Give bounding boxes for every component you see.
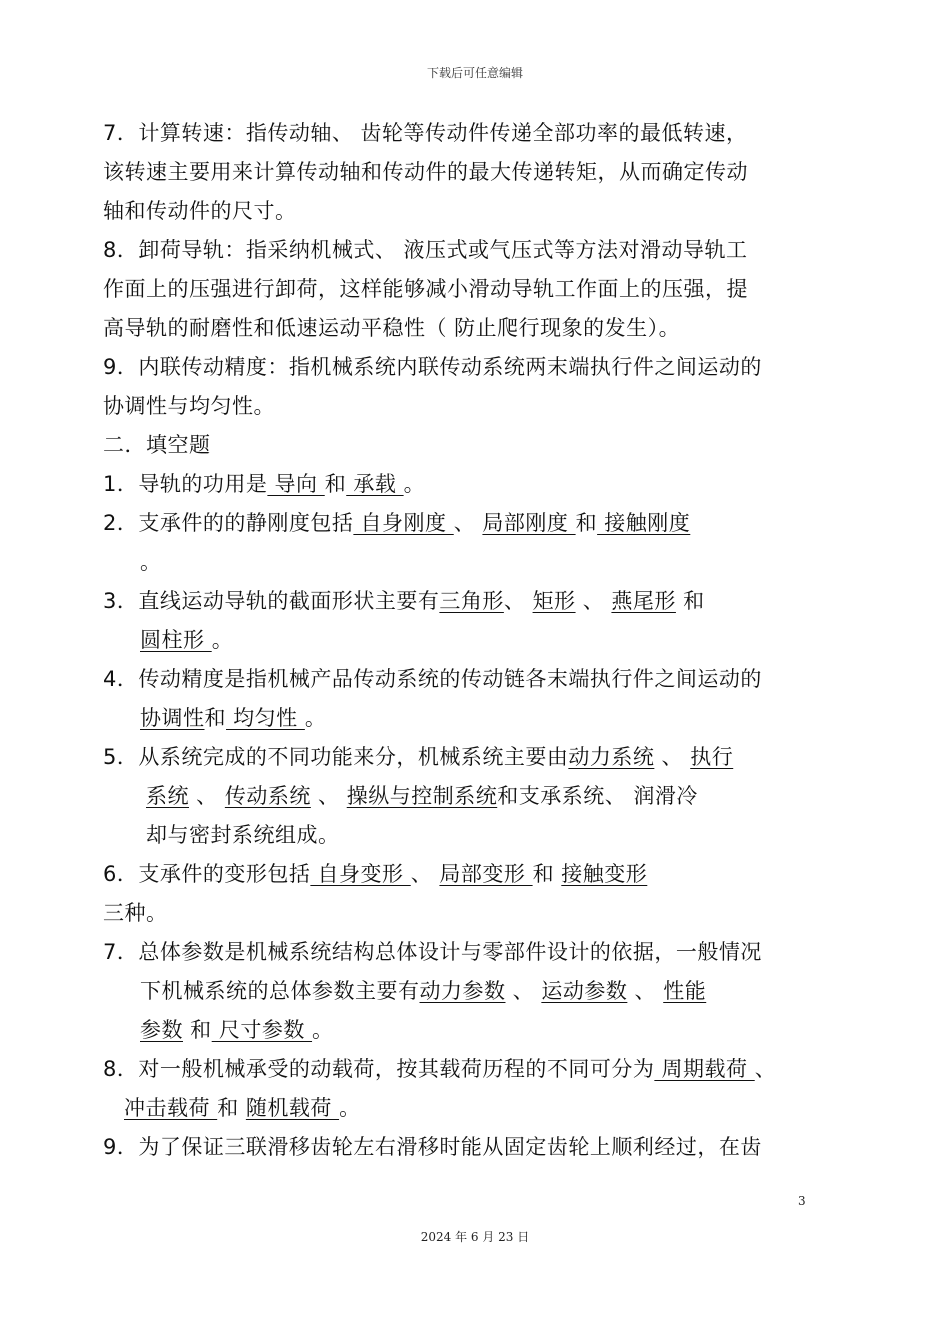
q5-text-2: 和支承系统、 润滑冷 [497, 784, 698, 808]
page-header: 下载后可任意编辑 [426, 66, 523, 80]
def7-line3: 轴和传动件的尺寸。 [103, 199, 297, 223]
q5-answer-3: 传动系统 [224, 784, 311, 808]
q7-conj: 和 [183, 1018, 212, 1042]
q4-end: 。 [304, 706, 327, 730]
q8-end: 。 [339, 1096, 361, 1120]
q7-answer-1: 动力参数 [419, 979, 506, 1003]
def8-line3: 高导轨的耐磨性和低速运动平稳性（ 防止爬行现象的发生）。 [103, 316, 681, 340]
q2-answer-2: 局部刚度 [482, 511, 576, 535]
q3-end: 。 [211, 628, 234, 652]
q8-answer-2: 冲击载荷 [124, 1096, 218, 1120]
q4-line2 [140, 703, 326, 733]
q8-sep-1: 、 [754, 1057, 777, 1081]
q8-answer-1: 周期载荷 [654, 1057, 755, 1081]
question-5 [103, 742, 733, 772]
q6-line2: 三种。 [103, 901, 168, 925]
question-7: 7．总体参数是机械系统结构总体设计与零部件设计的依据，一般情况 [103, 940, 762, 964]
q7-sep-2: 、 [627, 979, 664, 1003]
q3-sep-2: 、 [575, 589, 612, 613]
q5-line2 [146, 781, 698, 811]
def8-line1: 8．卸荷导轨：指采纳机械式、 液压式或气压式等方法对滑动导轨工 [103, 238, 748, 262]
page-number: 3 [798, 1194, 806, 1208]
q7-sep-1: 、 [505, 979, 542, 1003]
q3-answer-1: 三角形 [439, 589, 504, 613]
question-1 [103, 469, 425, 499]
q3-line2 [140, 625, 233, 655]
q7-text-2: 下机械系统的总体参数主要有 [140, 979, 420, 1003]
q5-line3: 却与密封系统组成。 [146, 823, 340, 847]
q3-text: 3．直线运动导轨的截面形状主要有 [103, 589, 440, 613]
q7-answer-3-part1: 性能 [663, 979, 707, 1003]
q8-answer-3: 随机载荷 [245, 1096, 340, 1120]
def9-line2: 协调性与均匀性。 [103, 394, 275, 418]
q3-answer-4: 圆柱形 [140, 628, 212, 652]
q7-answer-3-part2: 参数 [140, 1018, 183, 1042]
q2-sep-1: 、 [453, 511, 483, 535]
q8-text: 8．对一般机械承受的动载荷，按其载荷历程的不同可分为 [103, 1057, 655, 1081]
page-footer-date: 2024 年 6 月 23 日 [420, 1230, 530, 1244]
q1-end: 。 [403, 472, 426, 496]
q1-answer-1: 导向 [267, 472, 325, 496]
q4-answer-2: 均匀性 [226, 706, 305, 730]
question-3 [103, 586, 705, 616]
q3-answer-2: 矩形 [532, 589, 576, 613]
def8-line2: 作面上的压强进行卸荷，这样能够减小滑动导轨工作面上的压强，提 [103, 277, 748, 301]
q7-end: 。 [312, 1018, 334, 1042]
question-6 [103, 859, 647, 889]
q1-text: 1．导轨的功用是 [103, 472, 268, 496]
q2-answer-3: 接触刚度 [597, 511, 691, 535]
q5-sep-2: 、 [189, 784, 225, 808]
q2-answer-1: 自身刚度 [353, 511, 454, 535]
q5-answer-4: 操纵与控制系统 [346, 784, 498, 808]
q7-answer-2: 运动参数 [541, 979, 628, 1003]
q5-answer-2-part2: 系统 [146, 784, 189, 808]
q7-answer-4: 尺寸参数 [211, 1018, 313, 1042]
question-9: 9．为了保证三联滑移齿轮左右滑移时能从固定齿轮上顺利经过，在齿 [103, 1135, 762, 1159]
q1-conj: 和 [324, 472, 347, 496]
q3-answer-3: 燕尾形 [611, 589, 676, 613]
q3-sep-3: 和 [675, 589, 705, 613]
question-8 [103, 1054, 776, 1084]
q2-end: 。 [140, 550, 162, 574]
def7-line2: 该转速主要用来计算传动轴和传动件的最大传递转矩，从而确定传动 [103, 160, 748, 184]
q2-text: 2．支承件的的静刚度包括 [103, 511, 354, 535]
q1-answer-2: 承载 [346, 472, 404, 496]
q8-line2 [124, 1093, 361, 1123]
q5-answer-2-part1: 执行 [690, 745, 734, 769]
def9-line1: 9．内联传动精度：指机械系统内联传动系统两末端执行件之间运动的 [103, 355, 762, 379]
q7-line2 [140, 976, 706, 1006]
section-heading: 二．填空题 [103, 433, 211, 457]
q6-answer-2: 局部变形 [439, 862, 533, 886]
q6-answer-1: 自身变形 [310, 862, 411, 886]
q6-answer-3: 接触变形 [561, 862, 648, 886]
q6-sep-1: 、 [410, 862, 440, 886]
q3-sep-1: 、 [503, 589, 533, 613]
q8-conj: 和 [217, 1096, 246, 1120]
q5-answer-1: 动力系统 [568, 745, 655, 769]
def7-line1: 7．计算转速：指传动轴、 齿轮等传动件传递全部功率的最低转速， [103, 121, 748, 145]
q7-line3 [140, 1015, 334, 1045]
q6-conj: 和 [532, 862, 562, 886]
q4-conj: 和 [204, 706, 226, 730]
q5-sep-3: 、 [310, 784, 347, 808]
q5-sep-1: 、 [654, 745, 691, 769]
q6-text: 6．支承件的变形包括 [103, 862, 311, 886]
q2-conj: 和 [575, 511, 598, 535]
question-4: 4．传动精度是指机械产品传动系统的传动链各末端执行件之间运动的 [103, 667, 762, 691]
question-2 [103, 508, 690, 538]
q4-answer-1: 协调性 [140, 706, 205, 730]
q5-text: 5．从系统完成的不同功能来分，机械系统主要由 [103, 745, 569, 769]
